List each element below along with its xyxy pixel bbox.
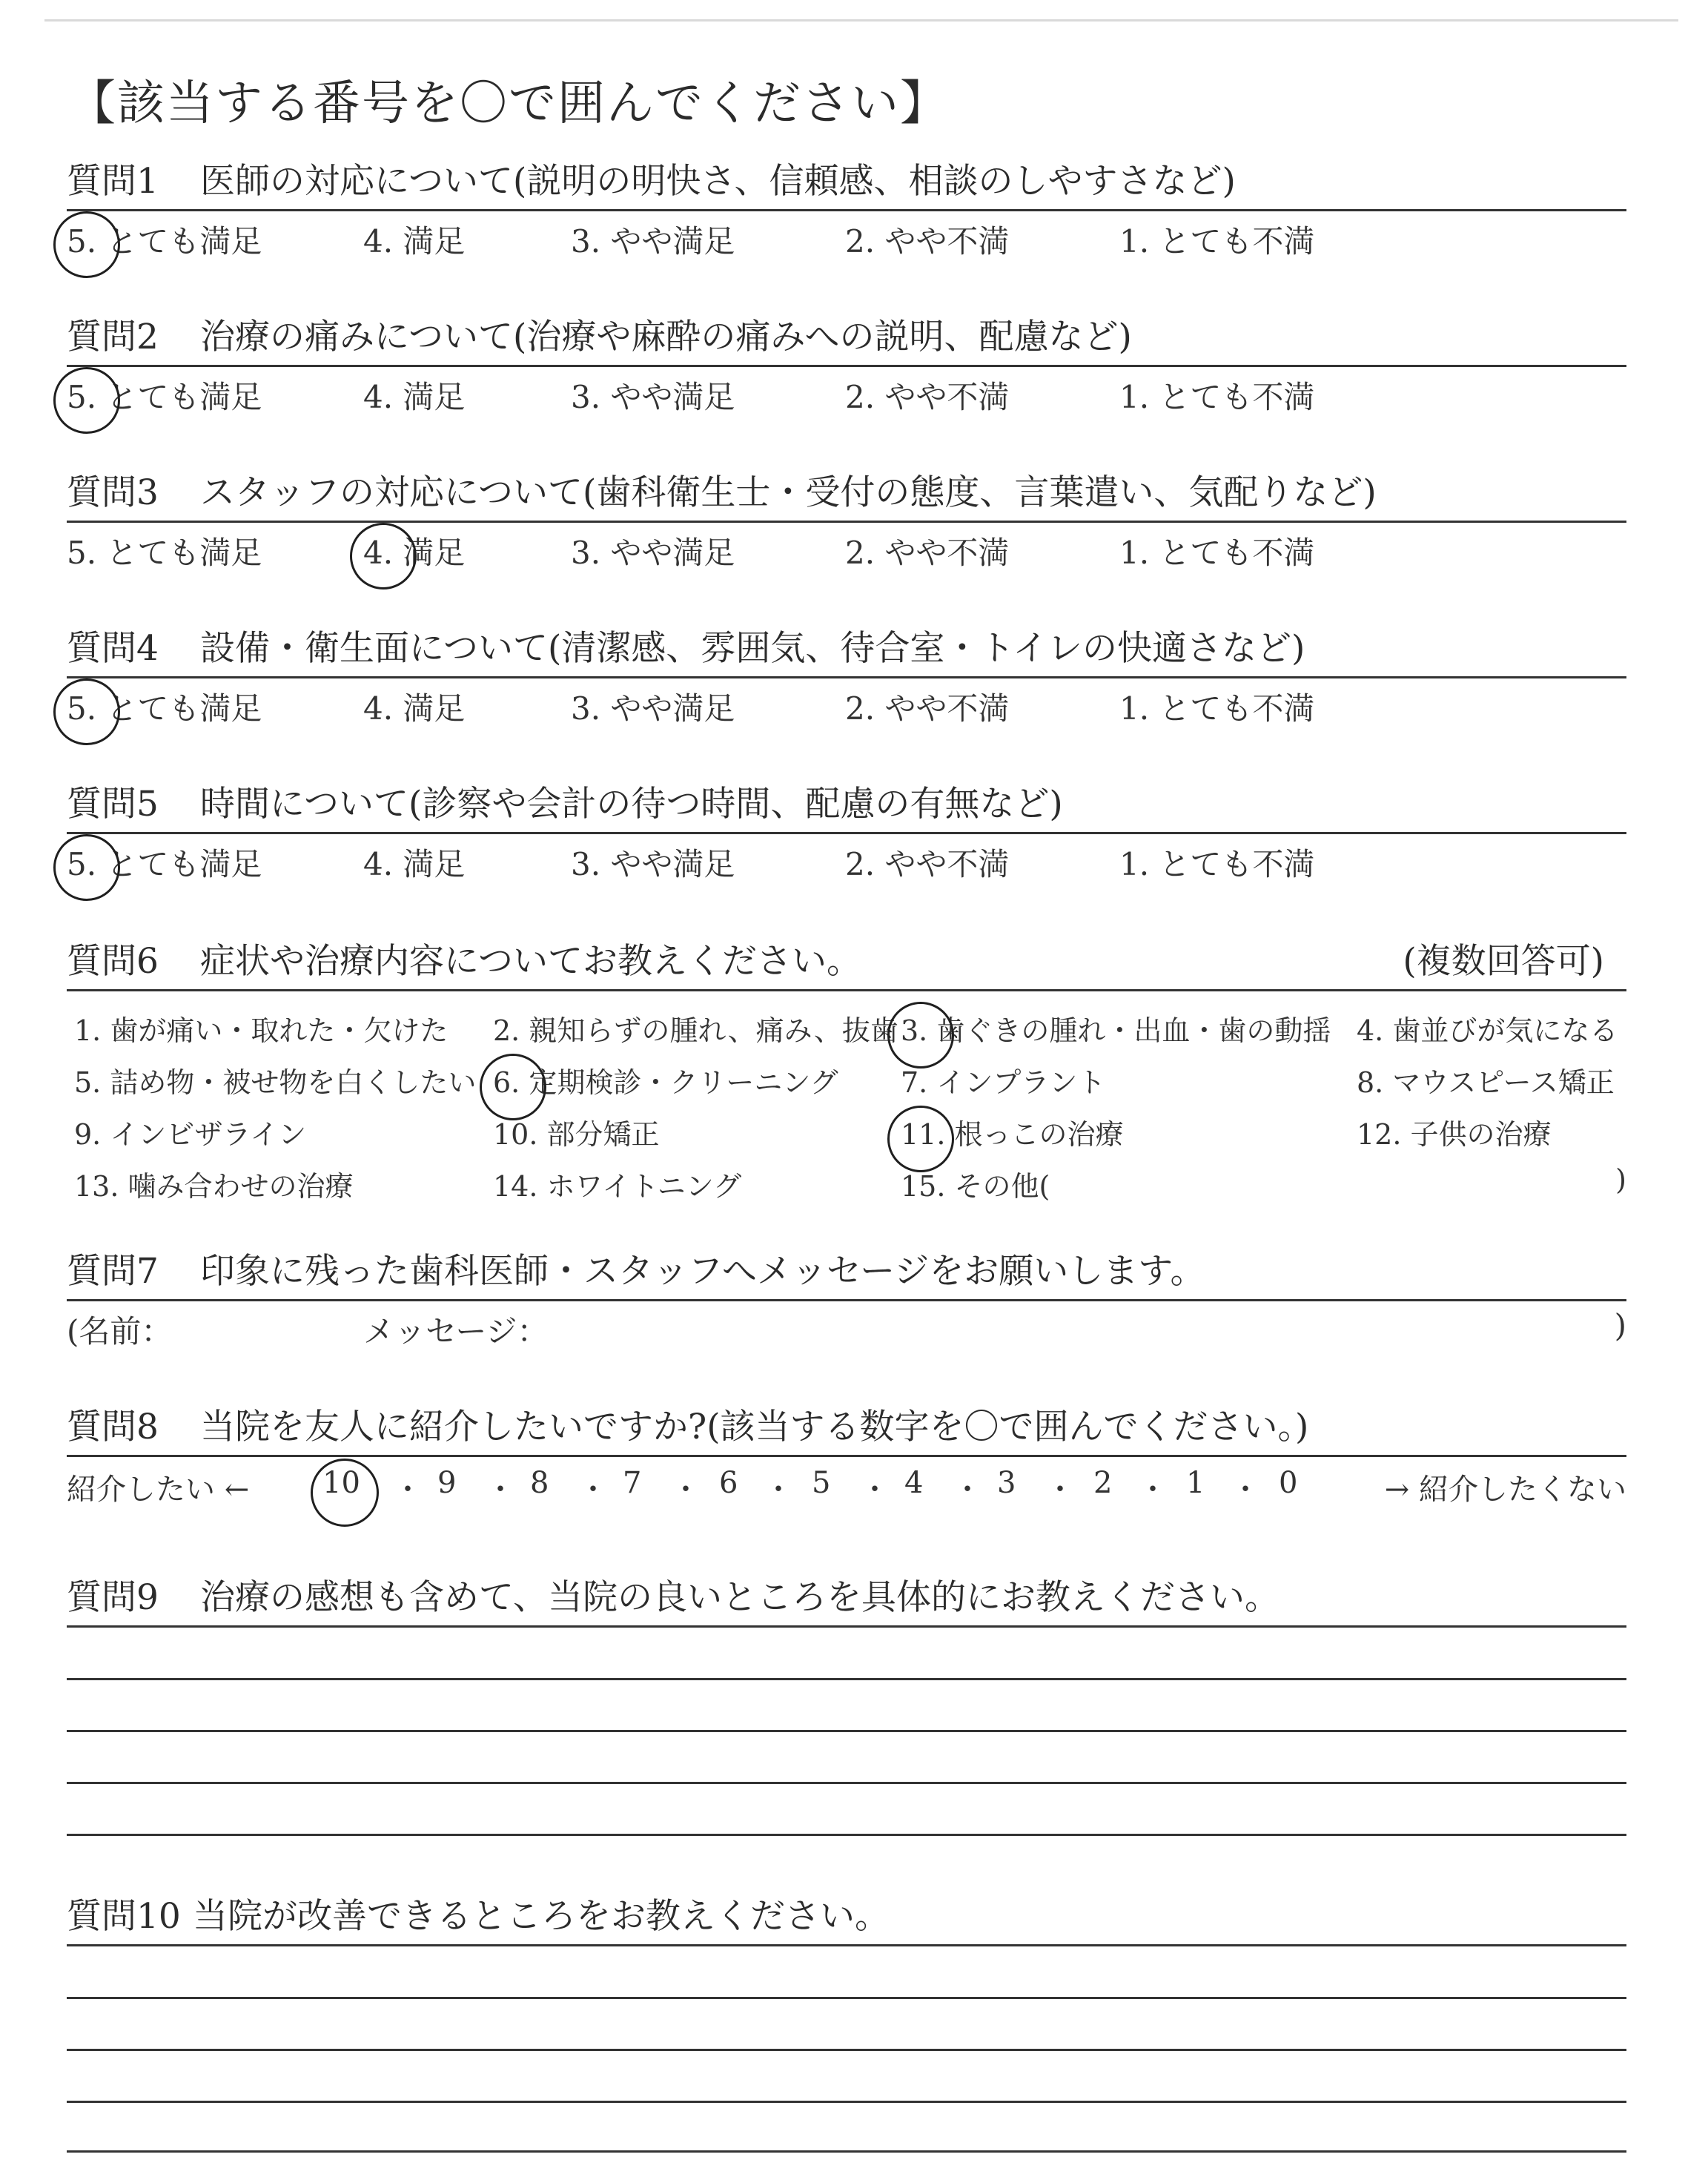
scale-dot: ・ <box>764 1473 793 1507</box>
question-5 <box>67 779 1626 882</box>
question-number: 質問5 <box>67 784 159 825</box>
question-number: 質問2 <box>67 317 159 357</box>
question-text: スタッフの対応について(歯科衛生士・受付の態度、言葉遣い、気配りなど) <box>200 472 1377 513</box>
scale-dot: ・ <box>578 1473 608 1507</box>
option-2[interactable]: 2. やや不満 <box>845 379 1010 415</box>
question-number: 質問3 <box>67 472 159 513</box>
question-number: 質問1 <box>67 161 159 202</box>
message-close-paren: ) <box>1614 1307 1626 1344</box>
option-2[interactable]: 2. やや不満 <box>845 846 1010 882</box>
question-1 <box>67 156 1626 259</box>
name-label: (名前： <box>67 1313 173 1350</box>
option-3[interactable]: 3. やや満足 <box>571 535 735 571</box>
symptom-option-4[interactable]: 4. 歯並びが気になる <box>1357 1014 1618 1047</box>
question-7 <box>67 1246 1626 1349</box>
option-2[interactable]: 2. やや不満 <box>845 535 1010 571</box>
option-1[interactable]: 1. とても不満 <box>1119 535 1315 571</box>
rating-options <box>67 367 1626 415</box>
scale-dot: ・ <box>1231 1473 1260 1507</box>
other-close-paren: ) <box>1615 1163 1626 1196</box>
option-1[interactable]: 1. とても不満 <box>1119 379 1315 415</box>
symptom-option-8[interactable]: 8. マウスピース矯正 <box>1357 1066 1615 1099</box>
symptom-option-9[interactable]: 9. インビザライン <box>74 1118 307 1151</box>
question-number: 質問7 <box>67 1251 159 1292</box>
option-1[interactable]: 1. とても不満 <box>1119 223 1315 260</box>
symptom-option-12[interactable]: 12. 子供の治療 <box>1357 1118 1552 1151</box>
question-2 <box>67 311 1626 415</box>
rating-options <box>67 678 1626 726</box>
rating-options <box>67 523 1626 570</box>
option-3[interactable]: 3. やや満足 <box>571 846 735 882</box>
scale-1[interactable]: 1 <box>1186 1466 1205 1500</box>
option-4[interactable]: 4. 満足 <box>363 223 466 260</box>
question-9 <box>67 1572 1626 1628</box>
question-number: 質問4 <box>67 628 159 669</box>
question-title <box>67 779 1626 834</box>
answer-line[interactable] <box>67 1834 1626 1836</box>
question-10 <box>67 1891 1626 1946</box>
question-8 <box>67 1401 1626 1516</box>
option-5[interactable]: 5. とても満足 <box>67 373 262 417</box>
option-4[interactable]: 4. 満足 <box>363 846 466 882</box>
question-text: 印象に残った歯科医師・スタッフへメッセージをお願いします。 <box>200 1251 1205 1292</box>
question-text: 当院を友人に紹介したいですか?(該当する数字を〇で囲んでください。) <box>200 1407 1309 1447</box>
recommend-left-label: 紹介したい ← <box>67 1473 250 1507</box>
answer-line[interactable] <box>67 1782 1626 1784</box>
question-title <box>67 1246 1626 1301</box>
question-title <box>67 1401 1626 1457</box>
scale-dot: ・ <box>953 1473 982 1507</box>
answer-line[interactable] <box>67 1730 1626 1732</box>
option-3[interactable]: 3. やや満足 <box>571 690 735 727</box>
recommend-right-label: → 紹介したくない <box>1384 1473 1626 1507</box>
scale-8[interactable]: 8 <box>530 1466 549 1500</box>
symptom-option-10[interactable]: 10. 部分矯正 <box>493 1118 660 1151</box>
recommend-scale <box>67 1457 1626 1516</box>
scale-6[interactable]: 6 <box>719 1466 738 1500</box>
question-text: 時間について(診察や会計の待つ時間、配慮の有無など) <box>200 784 1063 825</box>
option-5[interactable]: 5. とても満足 <box>67 684 262 729</box>
answer-line[interactable] <box>67 2101 1626 2103</box>
option-4[interactable]: 4. 満足 <box>363 529 465 573</box>
scale-2[interactable]: 2 <box>1093 1466 1113 1500</box>
page-title: 【該当する番号を〇で囲んでください】 <box>68 76 949 131</box>
answer-line[interactable] <box>67 2150 1626 2153</box>
scale-9[interactable]: 9 <box>437 1466 457 1500</box>
question-text: 医師の対応について(説明の明快さ、信頼感、相談のしやすさなど) <box>200 161 1236 202</box>
scale-dot: ・ <box>860 1473 890 1507</box>
answer-line[interactable] <box>67 1997 1626 1999</box>
question-title <box>67 1572 1626 1628</box>
symptom-option-6[interactable]: 6. 定期検診・クリーニング <box>493 1060 838 1100</box>
symptom-option-1[interactable]: 1. 歯が痛い・取れた・欠けた <box>74 1014 448 1047</box>
scale-dot: ・ <box>393 1473 423 1507</box>
option-4[interactable]: 4. 満足 <box>363 690 466 727</box>
symptom-option-5[interactable]: 5. 詰め物・被せ物を白くしたい <box>74 1066 477 1099</box>
message-label[interactable]: メッセージ： <box>363 1313 549 1350</box>
question-title <box>67 936 1626 991</box>
scale-dot: ・ <box>671 1473 701 1507</box>
option-1[interactable]: 1. とても不満 <box>1119 690 1315 727</box>
scale-dot: ・ <box>1045 1473 1075 1507</box>
question-number: 質問10 <box>67 1896 181 1937</box>
answer-line[interactable] <box>67 2049 1626 2051</box>
symptom-option-11[interactable]: 11. 根っこの治療 <box>901 1112 1124 1152</box>
rating-options <box>67 211 1626 259</box>
question-title <box>67 467 1626 523</box>
symptom-option-14[interactable]: 14. ホワイトニング <box>493 1170 742 1203</box>
question-4 <box>67 623 1626 726</box>
option-2[interactable]: 2. やや不満 <box>845 223 1010 260</box>
option-5[interactable]: 5. とても満足 <box>67 535 262 571</box>
option-1[interactable]: 1. とても不満 <box>1119 846 1315 882</box>
question-text: 治療の痛みについて(治療や麻酔の痛みへの説明、配慮など) <box>200 317 1132 357</box>
scale-5[interactable]: 5 <box>812 1466 831 1500</box>
question-text: 設備・衛生面について(清潔感、雰囲気、待合室・トイレの快適さなど) <box>200 628 1305 669</box>
message-fields <box>67 1301 1626 1349</box>
question-number: 質問6 <box>67 941 159 982</box>
question-text: 症状や治療内容についてお教えください。 <box>200 941 862 982</box>
option-5[interactable]: 5. とても満足 <box>67 840 262 885</box>
option-5[interactable]: 5. とても満足 <box>67 217 262 262</box>
question-text: 当院が改善できるところをお教えください。 <box>193 1896 890 1937</box>
scale-7[interactable]: 7 <box>623 1466 642 1500</box>
scale-0[interactable]: 0 <box>1279 1466 1298 1500</box>
scale-4[interactable]: 4 <box>904 1466 924 1500</box>
question-number: 質問9 <box>67 1577 159 1618</box>
symptom-option-2[interactable]: 2. 親知らずの腫れ、痛み、抜歯 <box>493 1014 898 1047</box>
question-text: 治療の感想も含めて、当院の良いところを具体的にお教えください。 <box>200 1577 1280 1618</box>
option-3[interactable]: 3. やや満足 <box>571 379 735 415</box>
symptom-option-3[interactable]: 3. 歯ぐきの腫れ・出血・歯の動揺 <box>901 1008 1331 1048</box>
question-6 <box>67 936 1626 1206</box>
option-2[interactable]: 2. やや不満 <box>845 690 1010 727</box>
question-title <box>67 156 1626 211</box>
question-title <box>67 1891 1626 1946</box>
option-3[interactable]: 3. やや満足 <box>571 223 735 260</box>
question-title <box>67 311 1626 367</box>
answer-line[interactable] <box>67 1678 1626 1680</box>
question-3 <box>67 467 1626 570</box>
option-4[interactable]: 4. 満足 <box>363 379 466 415</box>
rating-options <box>67 834 1626 882</box>
top-border <box>44 19 1678 22</box>
scale-dot: ・ <box>486 1473 515 1507</box>
symptom-option-7[interactable]: 7. インプラント <box>901 1066 1106 1099</box>
question-title <box>67 623 1626 678</box>
scale-3[interactable]: 3 <box>997 1466 1016 1500</box>
symptom-option-13[interactable]: 13. 噛み合わせの治療 <box>74 1170 354 1203</box>
symptom-options <box>67 991 1626 1206</box>
question-number: 質問8 <box>67 1407 159 1447</box>
scale-dot: ・ <box>1138 1473 1168 1507</box>
multiple-answers-note: (複数回答可) <box>1403 941 1604 982</box>
symptom-option-15[interactable]: 15. その他( <box>901 1170 1050 1203</box>
scale-10[interactable]: 10 <box>322 1466 360 1500</box>
